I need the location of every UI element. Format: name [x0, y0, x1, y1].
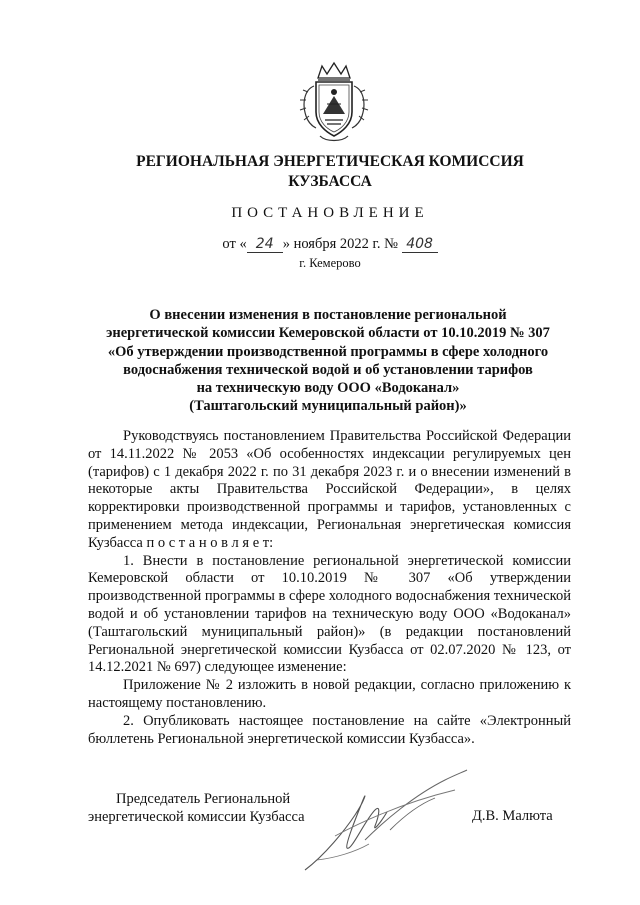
date-suffix: » ноября 2022 г. №	[282, 236, 398, 252]
subject-line: водоснабжения технической водой и об установлении тарифов	[123, 361, 533, 378]
signatory-name: Д.В. Малюта	[472, 808, 553, 824]
body-paragraph: Руководствуясь постановлением Правительства Российской Федерации от 14.11.2022 № 2053 «Об особенностях индексации регулируемых цен (тарифов) с 1 декабря 2022 г. по 31 декабря 2023 г. и о внесении изменений в некоторые акты Правительства Российской Федерации», в целях корректировки производственной программы и тарифов, установленных с применением метода индексации, Региональная энергетическая комиссия Кузбасса п о с т а н о в л я е т:	[88, 428, 571, 551]
signatory-position	[88, 790, 305, 826]
organization-title-line-2: КУЗБАССА	[288, 173, 372, 190]
city: г. Кемерово	[299, 256, 361, 270]
body-paragraph: 2. Опубликовать настоящее постановление на сайте «Электронный бюллетень Региональной энергетической комиссии Кузбасса».	[88, 712, 571, 747]
date-day-handwritten: 24	[247, 237, 283, 253]
signatory-position-line-1: Председатель Региональной	[116, 791, 291, 807]
document-number-handwritten: 408	[402, 237, 438, 253]
organization-title-line-1: РЕГИОНАЛЬНАЯ ЭНЕРГЕТИЧЕСКАЯ КОМИССИЯ	[136, 153, 524, 170]
document-type: ПОСТАНОВЛЕНИЕ	[231, 205, 429, 221]
organization-title	[120, 152, 540, 192]
signatory-position-line-2: энергетической комиссии Кузбасса	[88, 809, 305, 825]
handwritten-signature	[295, 760, 475, 880]
date-prefix: от «	[222, 236, 247, 252]
subject-line: энергетической комиссии Кемеровской области от 10.10.2019 № 307	[106, 325, 550, 342]
body-paragraph: Приложение № 2 изложить в новой редакции, согласно приложению к настоящему постановлению.	[88, 677, 571, 711]
subject-line: О внесении изменения в постановление региональной	[149, 307, 507, 323]
subject-line: на техническую воду ООО «Водоканал»	[196, 380, 460, 397]
date-number-line	[120, 236, 540, 253]
subject-line: (Таштагольский муниципальный район)»	[189, 398, 467, 415]
body-paragraph: 1. Внести в постановление региональной энергетической комиссии Кемеровской области от 10.10.2019 № 307 «Об утверждении производственной программы в сфере холодного водоснабжения технической водой и об установлении тарифов на техническую воду ООО «Водоканал» (Таштагольский муниципальный район)» (в редакции постановлений Региональной энергетической комиссии Кузбасса от 02.07.2020 № 123, от 14.12.2021 № 697) следующее изменение:	[88, 552, 571, 676]
document-body	[88, 428, 571, 748]
coat-of-arms-icon	[296, 60, 372, 144]
subject-line: «Об утверждении производственной программы в сфере холодного	[107, 343, 549, 360]
document-subject	[88, 306, 568, 416]
